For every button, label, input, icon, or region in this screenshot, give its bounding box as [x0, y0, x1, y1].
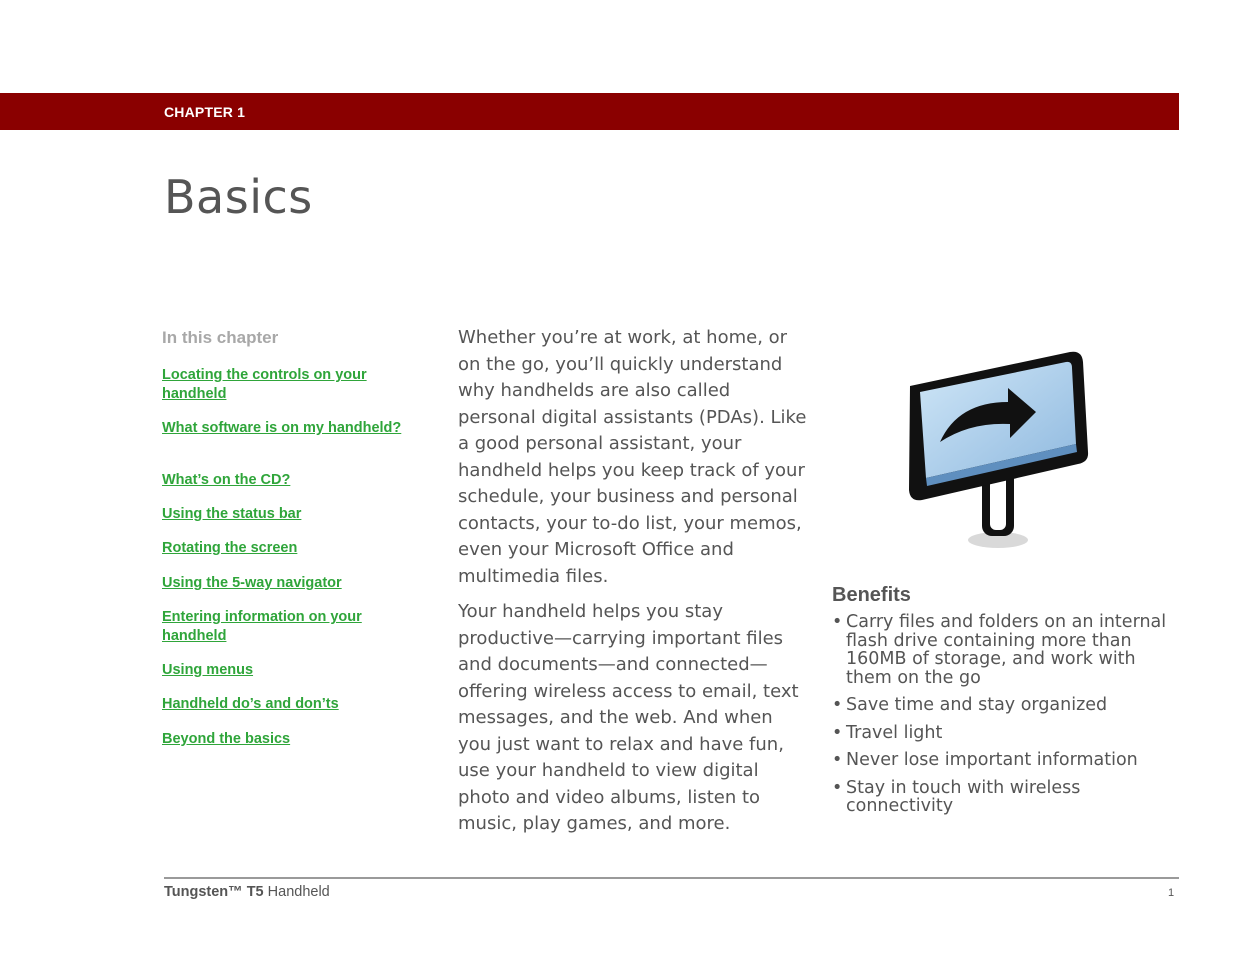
benefit-text: Travel light	[846, 722, 943, 743]
bullet-icon: •	[832, 722, 843, 743]
bullet-icon: •	[832, 750, 843, 770]
toc-link-dos-and-donts[interactable]: Handheld do’s and don’ts	[162, 696, 339, 712]
second-paragraph-text: Your handheld helps you stay productive—carrying important files and documents—and connected—offering wireless access to email, text messages, and the web. And when you just want to relax and have fun, use your handheld to view digital photo and video albums, listen to music, play games, and more.	[458, 601, 799, 834]
toc-link-rotating-screen[interactable]: Rotating the screen	[162, 540, 298, 556]
chapter-label: CHAPTER 1	[164, 104, 246, 120]
benefits-title: Benefits	[832, 584, 911, 606]
benefit-item	[832, 779, 1177, 816]
toc-link-beyond-basics[interactable]: Beyond the basics	[162, 731, 291, 747]
benefit-text: Never lose important information	[846, 750, 1138, 770]
benefit-text: Stay in touch with wireless connectivity	[846, 777, 1081, 816]
footer-divider	[164, 877, 1179, 879]
bullet-icon: •	[832, 777, 843, 798]
toc-link-entering-information[interactable]: Entering information on your handheld	[162, 609, 362, 644]
benefit-text: Carry files and folders on an internal flash drive containing more than 160MB of storage, and work with them on the go	[846, 612, 1167, 688]
toc-link-5way-navigator[interactable]: Using the 5-way navigator	[162, 575, 342, 591]
footer-product-name	[164, 884, 330, 900]
toc-link-cd[interactable]: What’s on the CD?	[162, 472, 291, 488]
toc-heading: In this chapter	[162, 328, 279, 347]
benefits-list	[832, 613, 1177, 825]
page-number: 1	[1168, 887, 1175, 899]
benefit-item	[832, 696, 1177, 715]
toc-link-using-menus[interactable]: Using menus	[162, 662, 254, 678]
signpost-arrow-icon	[898, 344, 1098, 554]
toc-link-software[interactable]: What software is on my handheld?	[162, 420, 402, 436]
intro-paragraph	[458, 325, 808, 590]
page-title: Basics	[164, 170, 313, 224]
benefit-item	[832, 613, 1177, 687]
toc-link-locating-controls[interactable]: Locating the controls on your handheld	[162, 367, 367, 402]
benefit-item	[832, 724, 1177, 743]
second-paragraph	[458, 599, 808, 838]
bullet-icon: •	[832, 695, 843, 715]
bullet-icon: •	[832, 612, 843, 632]
benefit-text: Save time and stay organized	[846, 695, 1108, 715]
footer-product-suffix: Handheld	[267, 884, 330, 900]
intro-paragraph-text: Whether you’re at work, at home, or on the go, you’ll quickly understand why handhelds are also called personal digital assistants (PDAs). Like a good personal assistant, your handheld helps you keep track of your schedule, your business and personal contacts, your to-do list, your memos, even your Microsoft Office and multimedia files.	[458, 327, 807, 587]
footer-product-model: Tungsten™ T5	[164, 884, 264, 900]
toc-link-status-bar[interactable]: Using the status bar	[162, 506, 302, 522]
benefit-item	[832, 751, 1177, 770]
